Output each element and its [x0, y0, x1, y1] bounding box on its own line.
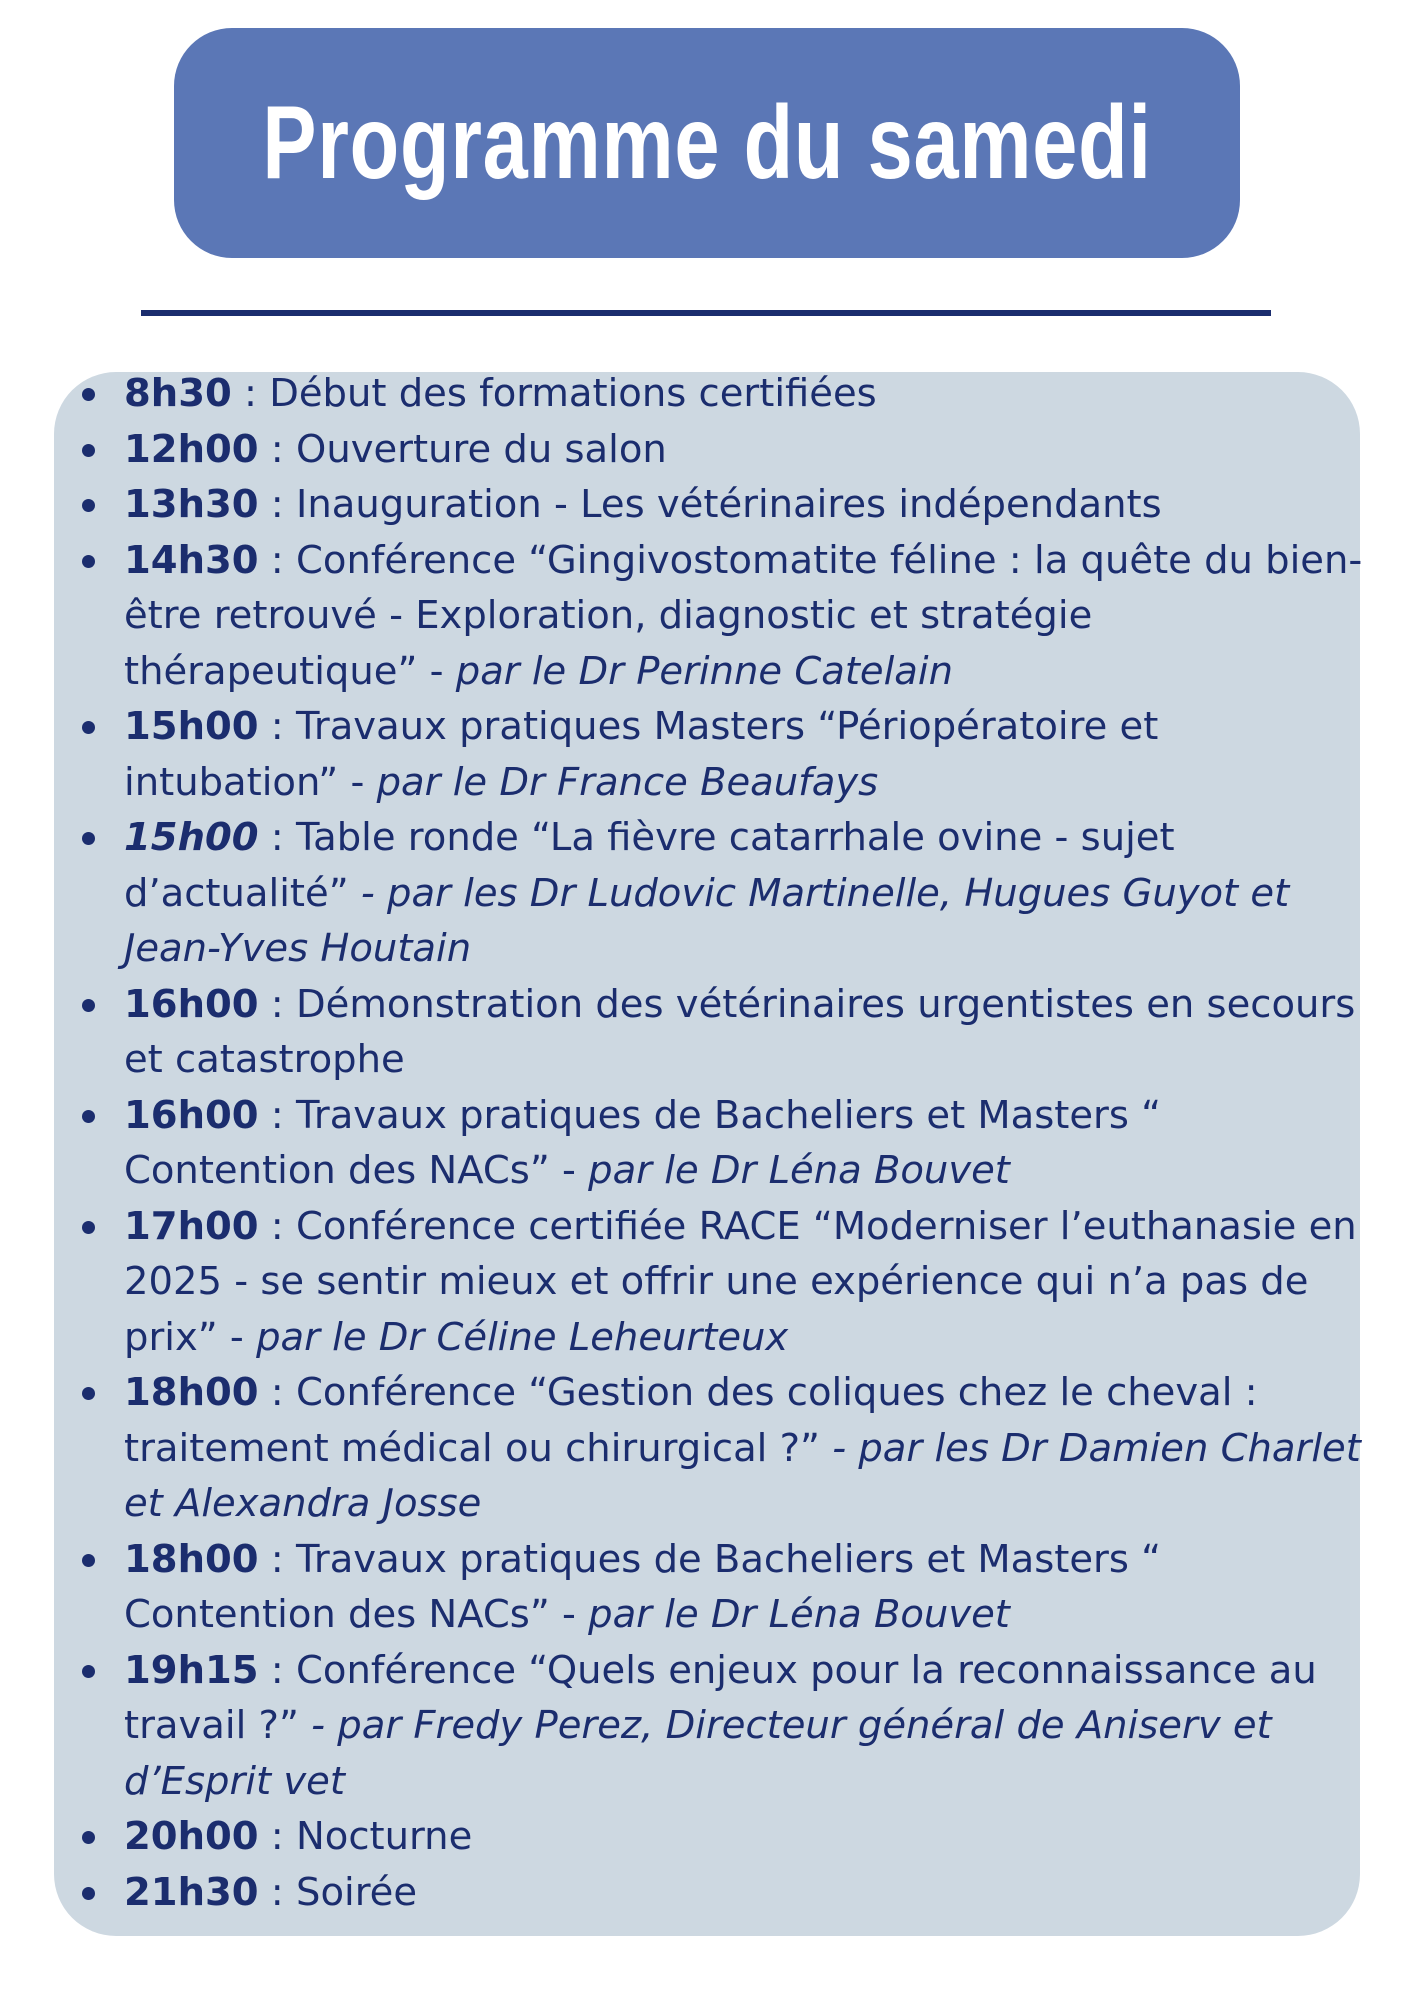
bullet-icon — [82, 388, 95, 401]
bullet-icon — [82, 1887, 95, 1900]
item-time: 20h00 — [124, 1814, 259, 1859]
bullet-icon — [82, 1831, 95, 1844]
bullet-icon — [82, 999, 95, 1012]
bullet-icon — [82, 499, 95, 512]
item-time: 18h00 — [124, 1536, 259, 1582]
item-time: 16h00 — [124, 981, 259, 1027]
bullet-icon — [82, 555, 95, 568]
schedule-item — [0, 699, 1414, 810]
item-time: 18h00 — [124, 1370, 259, 1415]
schedule-item — [0, 477, 1414, 533]
item-desc: : Conférence certifiée RACE “Moderniser l’euthanasie en 2025 - se sentir mieux et offrir une expérience qui n’a pas de prix” - — [124, 1203, 1357, 1360]
item-desc: : Travaux pratiques de Bacheliers et Masters “ Contention des NACs” - — [124, 1092, 1162, 1193]
item-time: 8h30 — [124, 371, 232, 416]
item-desc: : Ouverture du salon — [258, 426, 667, 472]
item-desc: : Travaux pratiques Masters “Périopératoire et intubation” - — [124, 704, 1159, 805]
item-desc: : Conférence “Quels enjeux pour la reconnaissance au travail ?” — [124, 1647, 1317, 1748]
schedule-list — [0, 366, 1414, 1920]
item-time: 19h15 — [124, 1647, 259, 1693]
item-speaker: par le Dr Léna Bouvet — [588, 1592, 1010, 1637]
item-time: 15h00 — [124, 815, 259, 860]
item-speaker: - par Fredy Perez, Directeur général de Aniserv et d’Esprit vet — [124, 1703, 1272, 1804]
item-speaker: - par les Dr Damien Charlet et Alexandra Josse — [124, 1425, 1361, 1526]
item-desc: : Conférence “Gingivostomatite féline : la quête du bien-être retrouvé - Exploration, diagnostic et stratégie thérapeutique” - — [124, 537, 1363, 694]
schedule-item — [0, 1199, 1414, 1366]
item-desc: : Table ronde “La fièvre catarrhale ovine - sujet d’actualité” — [124, 815, 1175, 916]
bullet-icon — [82, 1387, 95, 1400]
schedule-item — [0, 533, 1414, 700]
schedule-item — [0, 1643, 1414, 1810]
item-time: 14h30 — [124, 537, 259, 583]
schedule-item — [0, 1088, 1414, 1199]
item-desc: : Début des formations certifiées — [231, 371, 877, 416]
item-desc: : Nocturne — [258, 1814, 473, 1859]
item-time: 16h00 — [124, 1092, 259, 1138]
bullet-icon — [82, 1110, 95, 1123]
item-speaker: par le Dr France Beaufays — [376, 759, 879, 805]
divider — [141, 310, 1271, 316]
item-time: 12h00 — [124, 426, 259, 472]
bullet-icon — [82, 832, 95, 845]
item-speaker: par le Dr Perinne Catelain — [455, 648, 953, 694]
schedule-item — [0, 366, 1414, 422]
schedule-item — [0, 1809, 1414, 1865]
bullet-icon — [82, 444, 95, 457]
schedule-item — [0, 977, 1414, 1088]
item-desc: : Démonstration des vétérinaires urgentistes en secours et catastrophe — [124, 981, 1356, 1082]
bullet-icon — [82, 721, 95, 734]
schedule-item — [0, 810, 1414, 977]
schedule-item — [0, 422, 1414, 478]
item-desc: : Travaux pratiques de Bacheliers et Masters “ Contention des NACs” - — [124, 1536, 1162, 1637]
page-title: Programme du samedi — [262, 84, 1152, 201]
schedule-item — [0, 1532, 1414, 1643]
item-time: 13h30 — [124, 482, 259, 527]
bullet-icon — [82, 1665, 95, 1678]
schedule-item — [0, 1365, 1414, 1532]
item-desc: : Inauguration - Les vétérinaires indépendants — [258, 482, 1162, 527]
bullet-icon — [82, 1221, 95, 1234]
item-speaker: - par les Dr Ludovic Martinelle, Hugues Guyot et Jean-Yves Houtain — [124, 870, 1290, 971]
item-desc: : Soirée — [258, 1869, 418, 1915]
item-time: 17h00 — [124, 1203, 259, 1249]
item-speaker: par le Dr Léna Bouvet — [588, 1148, 1010, 1193]
item-time: 15h00 — [124, 704, 259, 749]
item-time: 21h30 — [124, 1869, 259, 1915]
item-desc: : Conférence “Gestion des coliques chez le cheval : traitement médical ou chirurgical ?” — [124, 1370, 1258, 1471]
title-banner — [174, 28, 1240, 258]
bullet-icon — [82, 1554, 95, 1567]
schedule-item — [0, 1865, 1414, 1921]
item-speaker: par le Dr Céline Leheurteux — [256, 1314, 789, 1360]
